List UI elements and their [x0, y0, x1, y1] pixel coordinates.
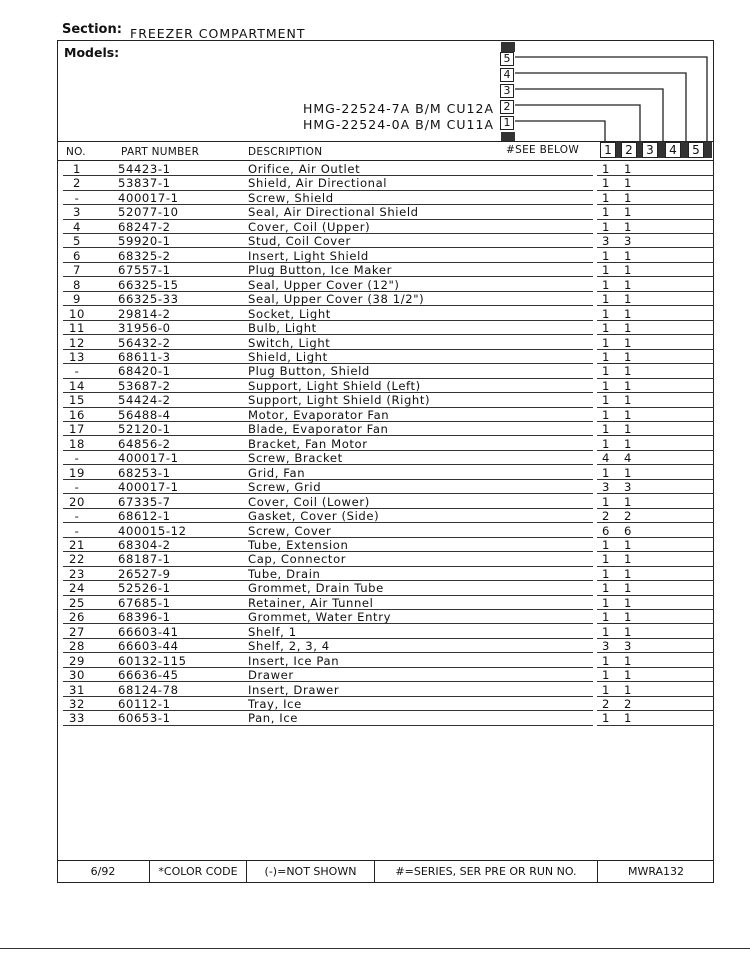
row-qty-series-2: 1	[624, 219, 632, 234]
connector-line-5	[515, 57, 707, 141]
header-description: DESCRIPTION	[248, 146, 323, 158]
row-qty-series-1: 1	[602, 393, 610, 408]
row-part-number: 67557-1	[118, 263, 171, 278]
row-number: 20	[69, 494, 85, 509]
row-number: 30	[69, 668, 85, 683]
header-no: NO.	[66, 146, 86, 158]
row-number: 7	[73, 263, 81, 278]
row-number: -	[74, 509, 80, 524]
row-number: 2	[73, 176, 81, 191]
table-row	[60, 625, 720, 639]
row-qty-series-2: 1	[624, 263, 632, 278]
row-number: 24	[69, 581, 85, 596]
row-part-number: 26527-9	[118, 566, 171, 581]
row-qty-series-2: 1	[624, 364, 632, 379]
table-row	[60, 263, 720, 277]
row-qty-series-2: 1	[624, 595, 632, 610]
table-row	[60, 379, 720, 393]
table-row	[60, 711, 720, 725]
series-box-5: 5	[500, 52, 514, 66]
row-number: 17	[69, 422, 85, 437]
footer-date: 6/92	[90, 865, 116, 878]
row-qty-series-1: 1	[602, 682, 610, 697]
row-description: Switch, Light	[248, 335, 331, 350]
row-qty-series-1: 2	[602, 697, 610, 712]
row-qty-series-2: 1	[624, 624, 632, 639]
row-part-number: 59920-1	[118, 234, 171, 249]
row-number: 33	[69, 711, 85, 726]
row-number: 9	[73, 292, 81, 307]
row-part-number: 400017-1	[118, 480, 179, 495]
row-description: Pan, Ice	[248, 711, 299, 726]
row-qty-series-1: 1	[602, 321, 610, 336]
row-description: Grommet, Water Entry	[248, 610, 392, 625]
row-description: Seal, Upper Cover (12")	[248, 277, 400, 292]
row-description: Cover, Coil (Lower)	[248, 494, 370, 509]
row-description: Support, Light Shield (Left)	[248, 378, 421, 393]
row-number: 23	[69, 566, 85, 581]
row-part-number: 52526-1	[118, 581, 171, 596]
row-number: 15	[69, 393, 85, 408]
table-row	[60, 509, 720, 523]
row-description: Socket, Light	[248, 306, 331, 321]
row-description: Orifice, Air Outlet	[248, 162, 361, 176]
row-description: Gasket, Cover (Side)	[248, 509, 380, 524]
series-col-separator	[681, 142, 688, 158]
row-qty-series-1: 1	[602, 537, 610, 552]
row-part-number: 52077-10	[118, 205, 179, 220]
table-row	[60, 292, 720, 306]
row-number: 13	[69, 349, 85, 364]
row-description: Motor, Evaporator Fan	[248, 407, 390, 422]
table-row	[60, 437, 720, 451]
row-number: 22	[69, 552, 85, 567]
row-qty-series-2: 1	[624, 610, 632, 625]
row-qty-series-1: 1	[602, 610, 610, 625]
row-rule	[597, 725, 714, 726]
row-part-number: 400015-12	[118, 523, 187, 538]
table-row	[60, 336, 720, 350]
table-row	[60, 495, 720, 509]
row-qty-series-1: 1	[602, 595, 610, 610]
header-bottom-rule	[57, 160, 714, 161]
row-description: Seal, Air Directional Shield	[248, 205, 419, 220]
row-qty-series-2: 1	[624, 393, 632, 408]
table-row	[60, 451, 720, 465]
row-part-number: 60132-115	[118, 653, 187, 668]
row-number: 29	[69, 653, 85, 668]
table-row	[60, 668, 720, 682]
row-qty-series-1: 1	[602, 465, 610, 480]
series-col-2: 2	[621, 142, 637, 158]
row-number: 25	[69, 595, 85, 610]
table-row	[60, 278, 720, 292]
table-row	[60, 683, 720, 697]
row-qty-series-2: 1	[624, 277, 632, 292]
row-qty-series-2: 1	[624, 537, 632, 552]
row-qty-series-1: 1	[602, 176, 610, 191]
row-part-number: 52120-1	[118, 422, 171, 437]
row-qty-series-2: 1	[624, 494, 632, 509]
row-qty-series-1: 1	[602, 248, 610, 263]
row-number: 19	[69, 465, 85, 480]
row-description: Stud, Coil Cover	[248, 234, 351, 249]
table-row	[60, 220, 720, 234]
table-row	[60, 249, 720, 263]
section-label: Section:	[62, 22, 122, 37]
row-qty-series-1: 1	[602, 494, 610, 509]
connector-line-1	[515, 121, 605, 141]
row-description: Tube, Drain	[248, 566, 321, 581]
row-description: Insert, Light Shield	[248, 248, 369, 263]
series-box-4: 4	[500, 68, 514, 82]
row-part-number: 400017-1	[118, 190, 179, 205]
row-qty-series-2: 1	[624, 248, 632, 263]
row-qty-series-1: 1	[602, 292, 610, 307]
series-col-5: 5	[688, 142, 704, 158]
table-row	[60, 162, 720, 176]
row-qty-series-1: 1	[602, 668, 610, 683]
row-qty-series-2: 3	[624, 480, 632, 495]
row-part-number: 53687-2	[118, 378, 171, 393]
row-qty-series-1: 3	[602, 234, 610, 249]
row-part-number: 54424-2	[118, 393, 171, 408]
table-row	[60, 422, 720, 436]
row-part-number: 68612-1	[118, 509, 171, 524]
row-part-number: 67685-1	[118, 595, 171, 610]
connector-line-4	[515, 73, 686, 141]
table-row	[60, 480, 720, 494]
row-qty-series-2: 1	[624, 422, 632, 437]
row-number: 14	[69, 378, 85, 393]
row-part-number: 29814-2	[118, 306, 171, 321]
table-row	[60, 191, 720, 205]
row-description: Screw, Cover	[248, 523, 332, 538]
row-number: -	[74, 190, 80, 205]
row-part-number: 56488-4	[118, 407, 171, 422]
row-qty-series-2: 1	[624, 378, 632, 393]
footer-series-note: #=SERIES, SER PRE OR RUN NO.	[374, 861, 597, 883]
row-qty-series-2: 1	[624, 176, 632, 191]
table-row	[60, 321, 720, 335]
connector-line-2	[515, 105, 640, 141]
row-qty-series-1: 1	[602, 552, 610, 567]
series-box-2: 2	[500, 100, 514, 114]
row-description: Screw, Grid	[248, 480, 322, 495]
section-title: FREEZER COMPARTMENT	[130, 26, 306, 41]
row-part-number: 66325-33	[118, 292, 179, 307]
footer-doc-id: MWRA132	[597, 861, 714, 883]
row-qty-series-2: 1	[624, 349, 632, 364]
row-qty-series-2: 1	[624, 321, 632, 336]
row-qty-series-1: 1	[602, 436, 610, 451]
row-qty-series-2: 6	[624, 523, 632, 538]
table-row	[60, 596, 720, 610]
row-description: Bracket, Fan Motor	[248, 436, 368, 451]
row-qty-series-2: 3	[624, 234, 632, 249]
row-qty-series-1: 1	[602, 263, 610, 278]
row-number: 6	[73, 248, 81, 263]
row-qty-series-2: 1	[624, 335, 632, 350]
table-row	[60, 408, 720, 422]
row-description: Support, Light Shield (Right)	[248, 393, 431, 408]
series-col-3: 3	[642, 142, 658, 158]
row-qty-series-2: 1	[624, 566, 632, 581]
row-number: 31	[69, 682, 85, 697]
row-description: Shield, Light	[248, 349, 328, 364]
row-part-number: 68124-78	[118, 682, 179, 697]
row-qty-series-2: 1	[624, 292, 632, 307]
row-qty-series-1: 1	[602, 277, 610, 292]
row-description: Screw, Shield	[248, 190, 334, 205]
row-description: Shelf, 1	[248, 624, 297, 639]
row-description: Grommet, Drain Tube	[248, 581, 384, 596]
row-number: 8	[73, 277, 81, 292]
row-qty-series-2: 1	[624, 190, 632, 205]
table-row	[60, 364, 720, 378]
row-part-number: 53837-1	[118, 176, 171, 191]
row-description: Retainer, Air Tunnel	[248, 595, 374, 610]
row-part-number: 66603-41	[118, 624, 179, 639]
row-number: 21	[69, 537, 85, 552]
series-col-4: 4	[665, 142, 681, 158]
table-row	[60, 639, 720, 653]
row-number: -	[74, 451, 80, 466]
row-part-number: 68253-1	[118, 465, 171, 480]
row-qty-series-2: 1	[624, 407, 632, 422]
series-col-separator	[704, 142, 712, 158]
row-number: 18	[69, 436, 85, 451]
row-qty-series-2: 1	[624, 653, 632, 668]
table-row	[60, 350, 720, 364]
row-description: Shelf, 2, 3, 4	[248, 639, 330, 654]
row-qty-series-1: 1	[602, 407, 610, 422]
row-qty-series-1: 2	[602, 509, 610, 524]
footer-not-shown: (-)=NOT SHOWN	[246, 861, 374, 883]
row-description: Bulb, Light	[248, 321, 317, 336]
row-part-number: 68187-1	[118, 552, 171, 567]
row-number: 26	[69, 610, 85, 625]
row-part-number: 68420-1	[118, 364, 171, 379]
row-description: Grid, Fan	[248, 465, 306, 480]
row-number: 11	[69, 321, 85, 336]
row-number: -	[74, 480, 80, 495]
row-part-number: 66603-44	[118, 639, 179, 654]
row-number: 27	[69, 624, 85, 639]
row-number: 16	[69, 407, 85, 422]
table-row	[60, 234, 720, 248]
row-part-number: 68611-3	[118, 349, 171, 364]
row-part-number: 67335-7	[118, 494, 171, 509]
model-line-1: HMG-22524-7A B/M CU12A	[303, 101, 495, 116]
row-description: Cap, Connector	[248, 552, 347, 567]
row-part-number: 54423-1	[118, 162, 171, 176]
row-qty-series-2: 1	[624, 668, 632, 683]
row-qty-series-1: 1	[602, 566, 610, 581]
header-see-below: #SEE BELOW	[506, 144, 580, 156]
row-description: Tray, Ice	[248, 697, 302, 712]
row-description: Cover, Coil (Upper)	[248, 219, 371, 234]
series-box-1: 1	[500, 116, 514, 130]
row-number: -	[74, 364, 80, 379]
model-line-2: HMG-22524-0A B/M CU11A	[303, 117, 495, 132]
row-qty-series-1: 1	[602, 422, 610, 437]
series-box-3: 3	[500, 84, 514, 98]
row-description: Plug Button, Ice Maker	[248, 263, 392, 278]
table-row	[60, 205, 720, 219]
row-description: Screw, Bracket	[248, 451, 343, 466]
row-qty-series-1: 1	[602, 653, 610, 668]
row-qty-series-1: 1	[602, 581, 610, 596]
row-number: 10	[69, 306, 85, 321]
table-row	[60, 654, 720, 668]
models-label: Models:	[64, 45, 120, 60]
table-row	[60, 524, 720, 538]
row-qty-series-2: 1	[624, 682, 632, 697]
row-qty-series-1: 6	[602, 523, 610, 538]
row-qty-series-1: 1	[602, 162, 610, 176]
row-qty-series-1: 4	[602, 451, 610, 466]
row-part-number: 68325-2	[118, 248, 171, 263]
row-rule	[63, 725, 593, 726]
footer-color-code: *COLOR CODE	[149, 861, 246, 883]
table-row	[60, 610, 720, 624]
table-row	[60, 307, 720, 321]
row-description: Insert, Drawer	[248, 682, 340, 697]
row-qty-series-1: 1	[602, 335, 610, 350]
row-part-number: 64856-2	[118, 436, 171, 451]
row-description: Blade, Evaporator Fan	[248, 422, 389, 437]
row-part-number: 400017-1	[118, 451, 179, 466]
table-row	[60, 567, 720, 581]
row-number: 28	[69, 639, 85, 654]
row-qty-series-1: 1	[602, 190, 610, 205]
row-qty-series-2: 2	[624, 509, 632, 524]
row-part-number: 66325-15	[118, 277, 179, 292]
row-qty-series-2: 4	[624, 451, 632, 466]
row-number: 12	[69, 335, 85, 350]
row-qty-series-1: 1	[602, 219, 610, 234]
row-qty-series-2: 1	[624, 306, 632, 321]
table-row	[60, 466, 720, 480]
row-qty-series-1: 1	[602, 364, 610, 379]
row-qty-series-1: 1	[602, 711, 610, 726]
row-number: 32	[69, 697, 85, 712]
page-bottom-rule	[0, 948, 750, 949]
row-qty-series-2: 3	[624, 639, 632, 654]
row-qty-series-2: 1	[624, 552, 632, 567]
row-part-number: 68396-1	[118, 610, 171, 625]
row-qty-series-2: 1	[624, 465, 632, 480]
header-part-number: PART NUMBER	[121, 146, 200, 158]
table-row	[60, 552, 720, 566]
row-qty-series-2: 1	[624, 205, 632, 220]
row-qty-series-2: 1	[624, 581, 632, 596]
table-row	[60, 697, 720, 711]
series-box-cap-top	[501, 42, 515, 52]
row-description: Seal, Upper Cover (38 1/2")	[248, 292, 425, 307]
row-qty-series-1: 1	[602, 306, 610, 321]
series-connector-diagram	[490, 38, 720, 148]
table-row	[60, 393, 720, 407]
table-row	[60, 538, 720, 552]
row-part-number: 66636-45	[118, 668, 179, 683]
row-qty-series-2: 1	[624, 162, 632, 176]
row-qty-series-1: 1	[602, 349, 610, 364]
row-description: Plug Button, Shield	[248, 364, 370, 379]
row-qty-series-1: 1	[602, 624, 610, 639]
series-col-separator	[658, 142, 665, 158]
row-qty-series-1: 1	[602, 205, 610, 220]
row-description: Insert, Ice Pan	[248, 653, 340, 668]
row-qty-series-1: 3	[602, 639, 610, 654]
row-part-number: 60112-1	[118, 697, 171, 712]
row-part-number: 68247-2	[118, 219, 171, 234]
row-part-number: 68304-2	[118, 537, 171, 552]
row-part-number: 56432-2	[118, 335, 171, 350]
row-number: -	[74, 523, 80, 538]
row-qty-series-2: 2	[624, 697, 632, 712]
connector-line-3	[515, 89, 663, 141]
series-col-1: 1	[600, 142, 616, 158]
row-part-number: 60653-1	[118, 711, 171, 726]
table-row	[60, 581, 720, 595]
row-description: Drawer	[248, 668, 294, 683]
row-description: Tube, Extension	[248, 537, 349, 552]
row-part-number: 31956-0	[118, 321, 171, 336]
row-number: 5	[73, 234, 81, 249]
row-number: 4	[73, 219, 81, 234]
row-qty-series-1: 1	[602, 378, 610, 393]
table-row	[60, 176, 720, 190]
row-qty-series-2: 1	[624, 711, 632, 726]
row-number: 3	[73, 205, 81, 220]
row-number: 1	[73, 162, 81, 176]
row-qty-series-1: 3	[602, 480, 610, 495]
row-qty-series-2: 1	[624, 436, 632, 451]
row-description: Shield, Air Directional	[248, 176, 388, 191]
